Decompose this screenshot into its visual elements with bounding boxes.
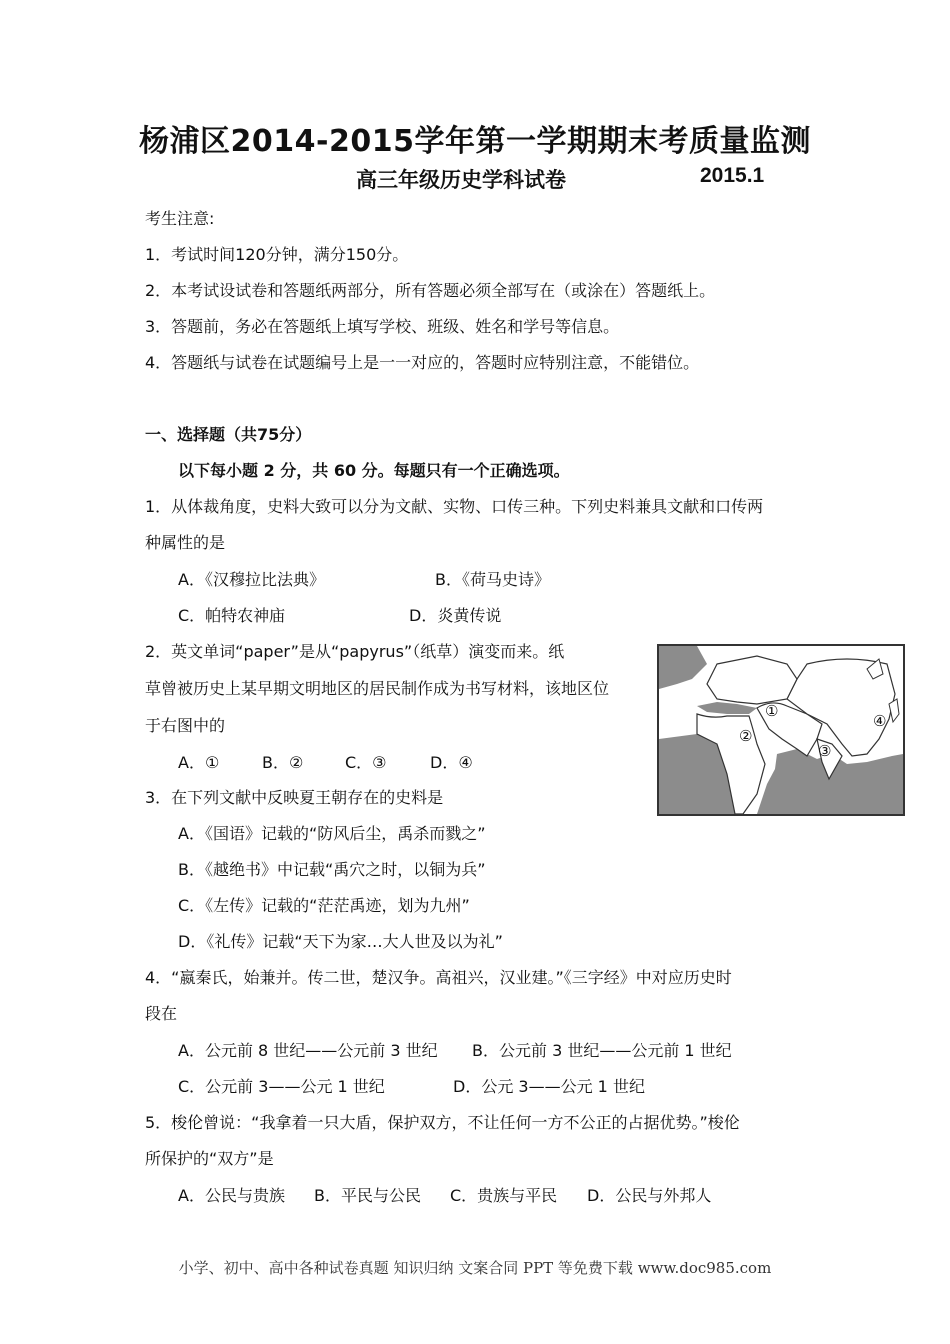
notice-item-1: 1．考试时间120分钟，满分150分。 xyxy=(145,245,409,264)
q5-stem-line2: 所保护的“双方”是 xyxy=(145,1149,274,1168)
notice-heading: 考生注意: xyxy=(145,209,215,228)
q2-stem-line3: 于右图中的 xyxy=(145,716,226,735)
q4-option-a: A．公元前 8 世纪——公元前 3 世纪 xyxy=(178,1041,438,1060)
q1-option-d: D．炎黄传说 xyxy=(409,606,502,625)
q3-option-c: C．《左传》记载的“茫茫禹迹，划为九州” xyxy=(178,896,470,915)
page-title: 杨浦区2014-2015学年第一学期期末考质量监测 xyxy=(139,124,811,159)
q4-option-b: B．公元前 3 世纪——公元前 1 世纪 xyxy=(472,1041,732,1060)
q2-stem-line2: 草曾被历史上某早期文明地区的居民制作成为书写材料，该地区位 xyxy=(145,679,610,698)
map-label-1: ① xyxy=(765,702,779,720)
q2-option-b: B．② xyxy=(262,753,304,772)
q2-option-d: D．④ xyxy=(430,753,473,772)
q5-option-c: C．贵族与平民 xyxy=(450,1186,558,1205)
q5-option-b: B．平民与公民 xyxy=(314,1186,421,1205)
exam-date: 2015.1 xyxy=(700,164,765,187)
q2-stem-line1: 2．英文单词“paper”是从“papyrus”（纸草）演变而来。纸 xyxy=(145,642,565,661)
q3-option-d: D．《礼传》记载“天下为家…大人世及以为礼” xyxy=(178,932,503,951)
q3-option-b: B．《越绝书》中记载“禹穴之时，以铜为兵” xyxy=(178,860,486,879)
section-instruction: 以下每小题 2 分，共 60 分。每题只有一个正确选项。 xyxy=(178,461,570,480)
notice-item-2: 2．本考试设试卷和答题纸两部分，所有答题必须全部写在（或涂在）答题纸上。 xyxy=(145,281,716,300)
q5-stem-line1: 5．梭伦曾说：“我拿着一只大盾，保护双方，不让任何一方不公正的占据优势。”梭伦 xyxy=(145,1113,740,1132)
q4-option-d: D．公元 3——公元 1 世纪 xyxy=(453,1077,645,1096)
q5-option-a: A．公民与贵族 xyxy=(178,1186,285,1205)
q4-stem-line1: 4．“嬴秦氏，始兼并。传二世，楚汉争。高祖兴，汉业建。”《三字经》中对应历史时 xyxy=(145,968,732,987)
q1-stem-line2: 种属性的是 xyxy=(145,533,226,552)
q3-option-a: A．《国语》记载的“防风后尘，禹杀而戮之” xyxy=(178,824,486,843)
footer-watermark-text: 小学、初中、高中各种试卷真题 知识归纳 文案合同 PPT 等免费下载 www.doc985.com xyxy=(178,1259,772,1277)
map-label-3: ③ xyxy=(818,742,832,760)
q4-option-c: C．公元前 3——公元 1 世纪 xyxy=(178,1077,385,1096)
world-map-figure xyxy=(657,644,905,816)
q2-option-c: C．③ xyxy=(345,753,387,772)
map-label-2: ② xyxy=(739,727,753,745)
europe-landmass xyxy=(707,656,797,704)
q5-option-d: D．公民与外邦人 xyxy=(587,1186,712,1205)
q1-option-b: B．《荷马史诗》 xyxy=(435,570,550,589)
map-label-4: ④ xyxy=(873,712,887,730)
q1-option-c: C．帕特农神庙 xyxy=(178,606,286,625)
q1-stem-line1: 1．从体裁角度，史料大致可以分为文献、实物、口传三种。下列史料兼具文献和口传两 xyxy=(145,497,764,516)
page-subtitle: 高三年级历史学科试卷 xyxy=(356,168,566,192)
q1-option-a: A．《汉穆拉比法典》 xyxy=(178,570,325,589)
q3-stem: 3．在下列文献中反映夏王朝存在的史料是 xyxy=(145,788,444,807)
notice-item-4: 4．答题纸与试卷在试题编号上是一一对应的，答题时应特别注意，不能错位。 xyxy=(145,353,700,372)
q2-option-a: A．① xyxy=(178,753,220,772)
q4-stem-line2: 段在 xyxy=(145,1004,178,1023)
section-heading: 一、选择题（共75分） xyxy=(145,425,312,444)
notice-item-3: 3．答题前，务必在答题纸上填写学校、班级、姓名和学号等信息。 xyxy=(145,317,620,336)
